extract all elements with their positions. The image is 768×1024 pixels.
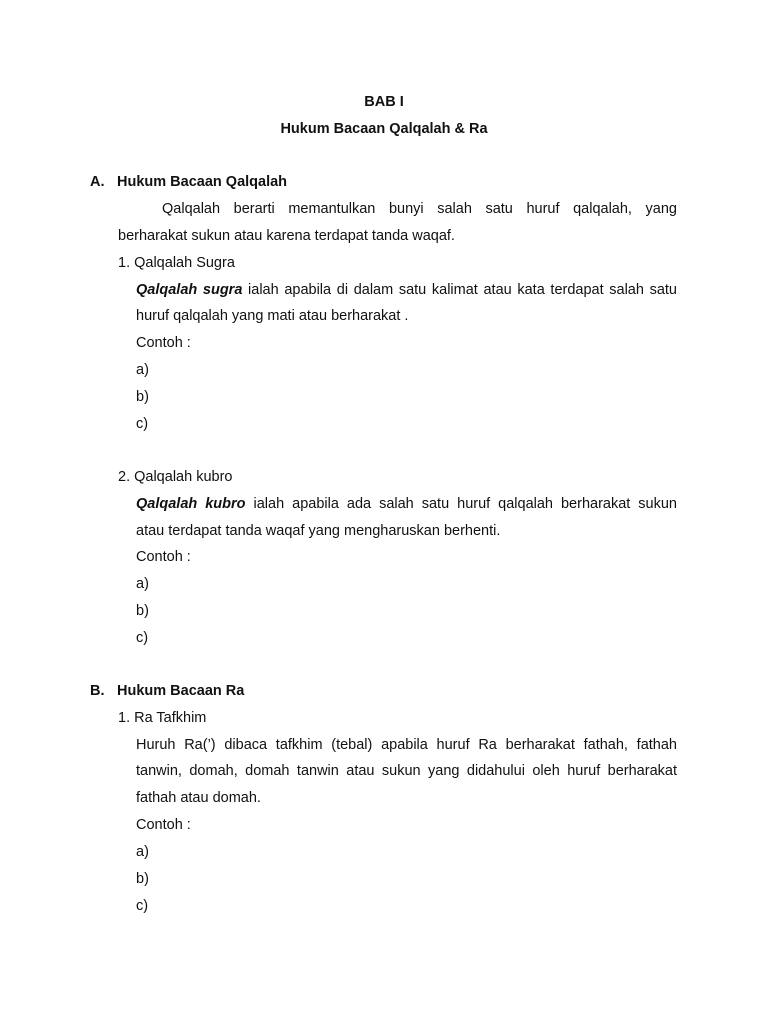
term-qalqalah-sugra: Qalqalah sugra [136, 282, 243, 298]
def-text: ialah apabila ada salah satu huruf qalqalah berharakat sukun [245, 496, 677, 512]
example-a: a) [136, 576, 149, 592]
example-b: b) [136, 871, 149, 887]
item-ra-tafkhim-def-line2: tanwin, domah, domah tanwin atau sukun yang didahului oleh huruf berharakat [136, 763, 677, 779]
contoh-label: Contoh : [136, 817, 191, 833]
item-qalqalah-kubro-def-line1 [136, 495, 677, 513]
section-b-heading [90, 682, 244, 700]
item-ra-tafkhim-def-line3: fathah atau domah. [136, 790, 261, 806]
section-a-intro-line2: berharakat sukun atau karena terdapat tanda waqaf. [118, 228, 455, 244]
item-ra-tafkhim-title: 1. Ra Tafkhim [118, 710, 207, 726]
chapter-label: BAB I [364, 94, 404, 110]
example-a: a) [136, 362, 149, 378]
item-ra-tafkhim-def-line1: Huruh Ra(’) dibaca tafkhim (tebal) apabila huruf Ra berharakat fathah, fathah [136, 737, 677, 753]
example-a: a) [136, 844, 149, 860]
item-qalqalah-sugra-title: 1. Qalqalah Sugra [118, 255, 235, 271]
example-c: c) [136, 898, 149, 914]
term-qalqalah-kubro: Qalqalah kubro [136, 496, 246, 512]
item-qalqalah-sugra-def-line2: huruf qalqalah yang mati atau berharakat . [136, 308, 409, 324]
example-b: b) [136, 389, 149, 405]
chapter-title: Hukum Bacaan Qalqalah & Ra [280, 121, 488, 137]
section-a-letter: A. [90, 174, 105, 190]
example-b: b) [136, 603, 149, 619]
example-c: c) [136, 630, 149, 646]
item-qalqalah-kubro-title: 2. Qalqalah kubro [118, 469, 233, 485]
item-qalqalah-sugra-def-line1 [136, 281, 677, 299]
example-c: c) [136, 416, 149, 432]
section-a-intro-line1: Qalqalah berarti memantulkan bunyi salah satu huruf qalqalah, yang [162, 201, 677, 217]
item-qalqalah-kubro-def-line2: atau terdapat tanda waqaf yang mengharuskan berhenti. [136, 523, 501, 539]
section-a-title: Hukum Bacaan Qalqalah [117, 174, 288, 190]
section-b-title: Hukum Bacaan Ra [117, 683, 245, 699]
contoh-label: Contoh : [136, 335, 191, 351]
section-a-heading [90, 173, 287, 191]
def-text: ialah apabila di dalam satu kalimat atau kata terdapat salah satu [242, 282, 677, 298]
contoh-label: Contoh : [136, 549, 191, 565]
section-b-letter: B. [90, 683, 105, 699]
